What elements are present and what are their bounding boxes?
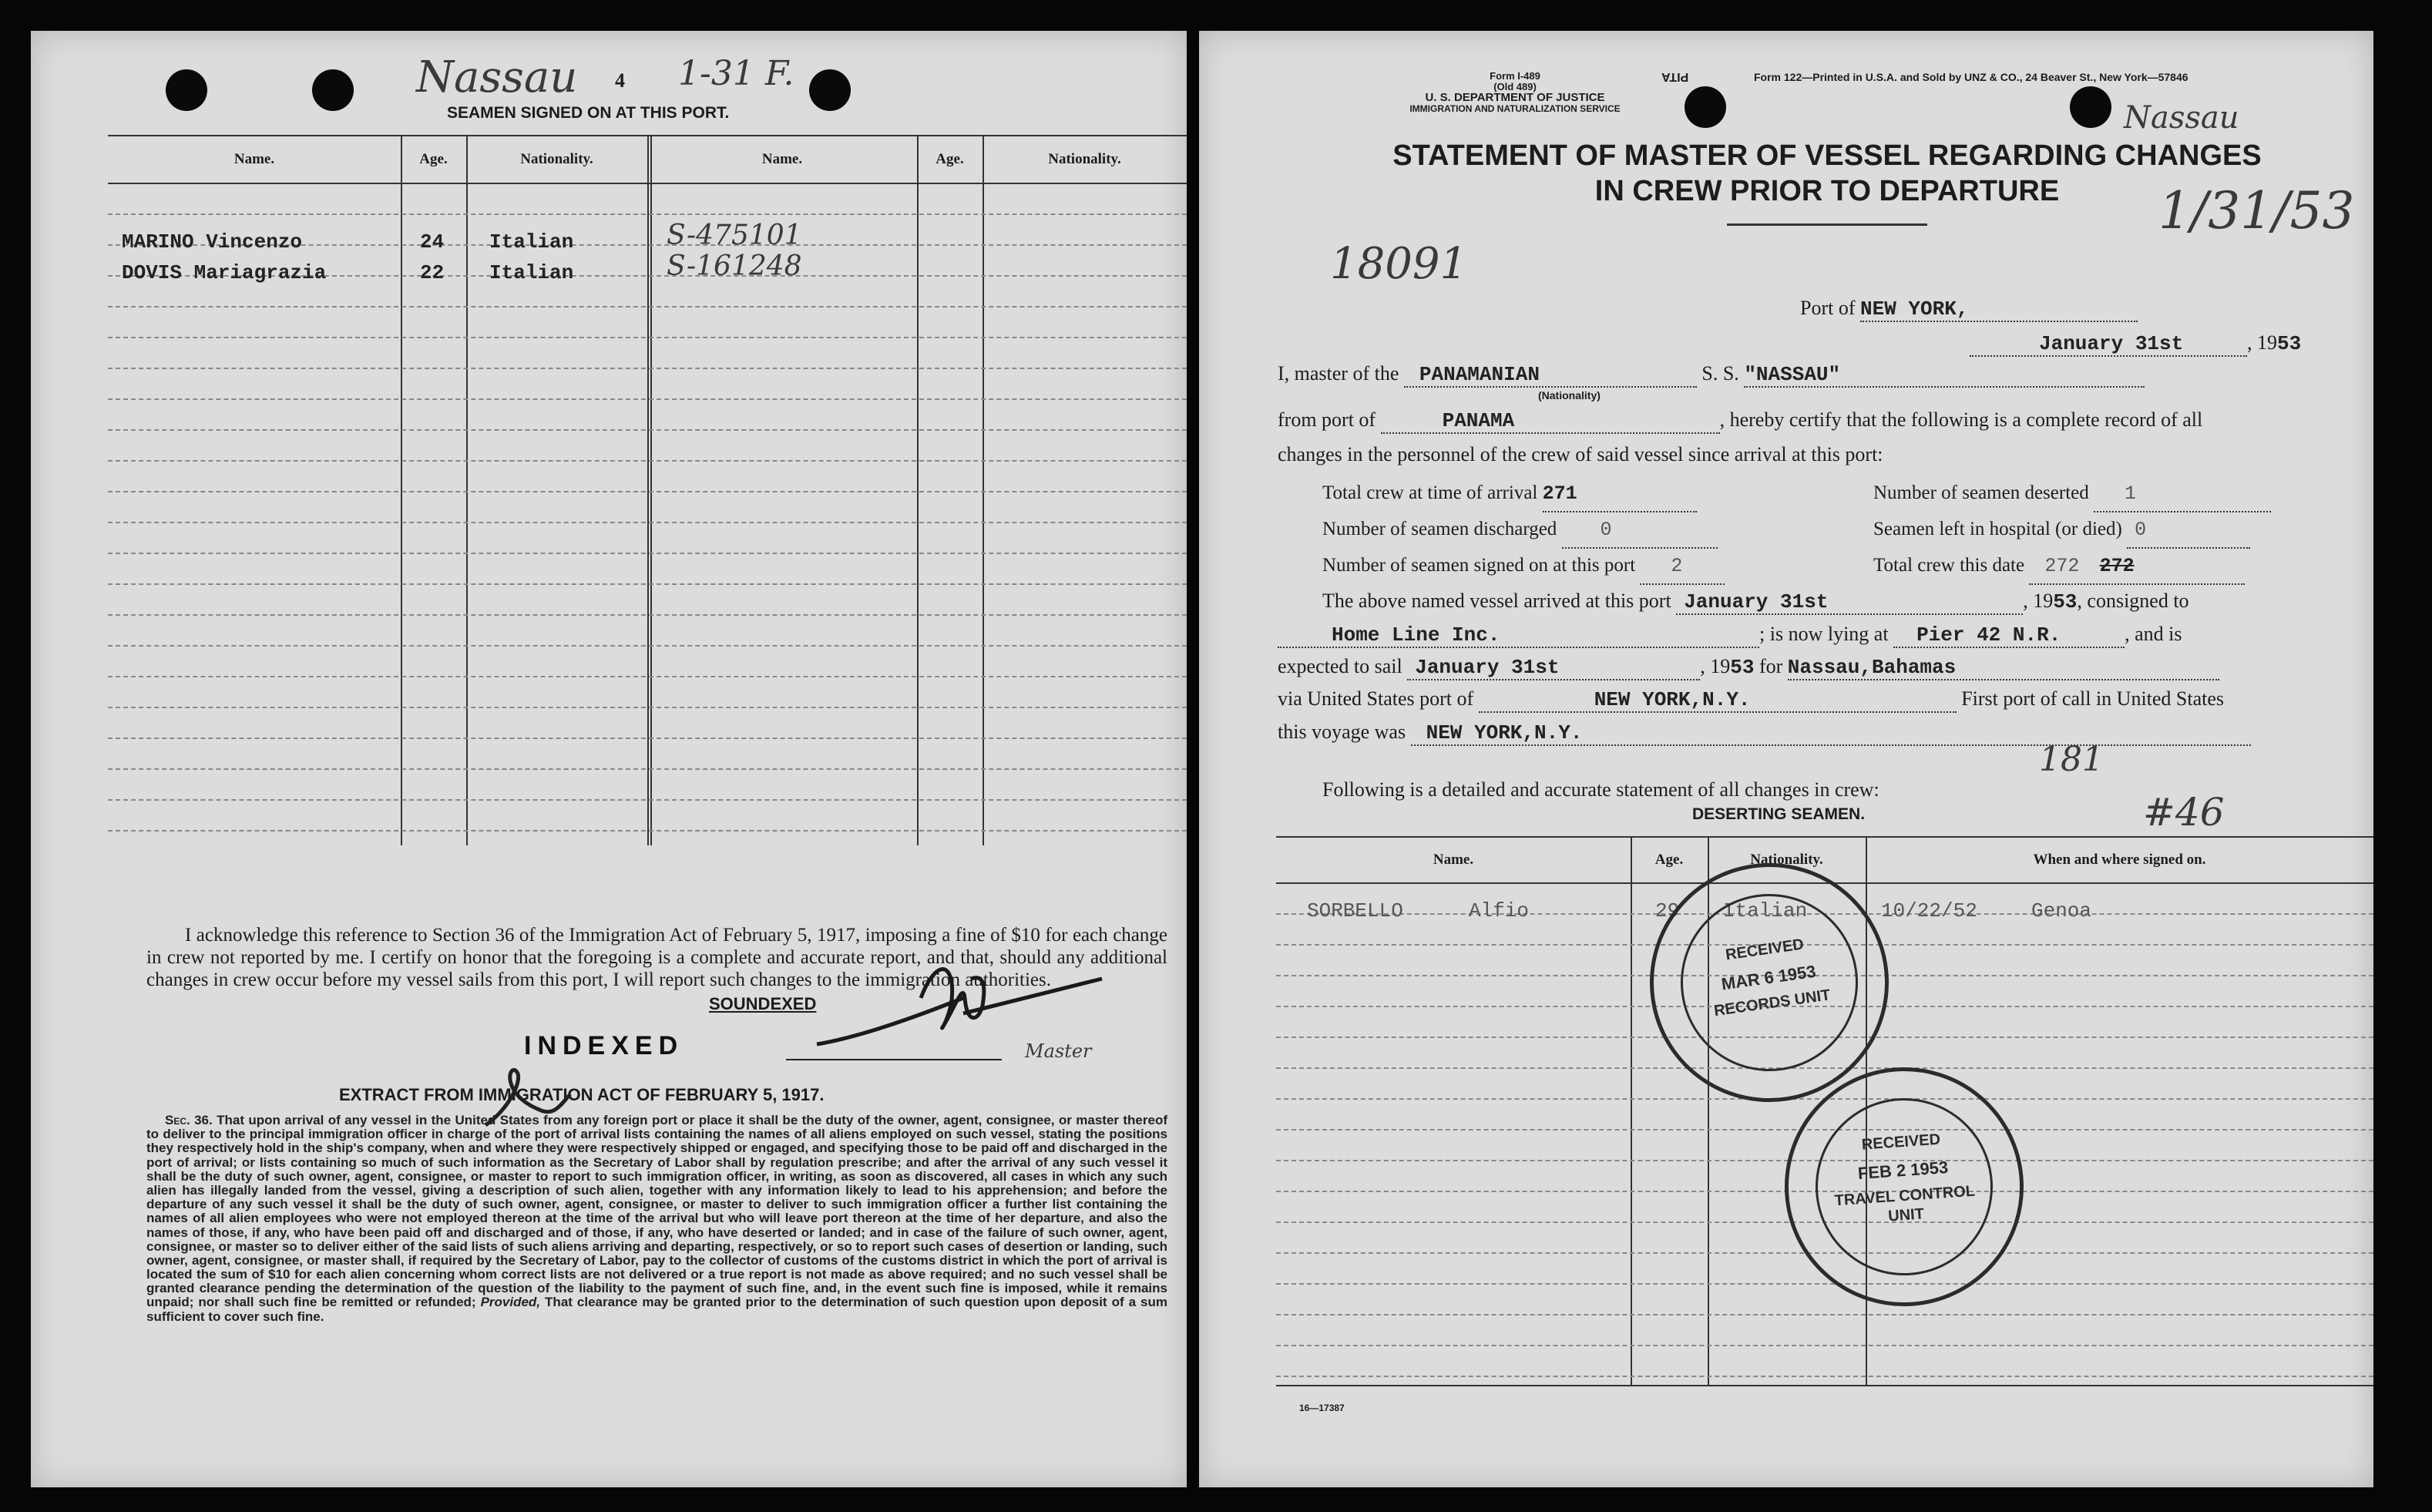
discharged-label: Number of seamen discharged <box>1322 519 1557 539</box>
col-header-age: Age. <box>1654 852 1684 868</box>
table-row-rule <box>108 429 1187 431</box>
from-port-value: PANAMA <box>1381 409 1720 434</box>
title-line-2: IN CREW PRIOR TO DEPARTURE <box>1594 174 2060 207</box>
printer-line: Form 122—Printed in U.S.A. and Sold by UNZ & CO., 24 Beaver St., New York—57846 <box>1754 71 2188 83</box>
crew-name: DOVIS Mariagrazia <box>122 261 327 284</box>
sail-year: 53 <box>1730 656 1755 679</box>
table-row-rule <box>1276 1314 2373 1315</box>
punch-hole <box>1685 86 1726 128</box>
form-number: Form I-489 <box>1490 70 1540 82</box>
col-header-signed-on: When and where signed on. <box>2033 852 2206 868</box>
table-row-rule <box>108 614 1187 616</box>
first-port-label: First port of call in United States <box>1961 687 2225 710</box>
arrived-line: The above named vessel arrived at this port January 31st , 1953, consigned to <box>1322 590 2189 613</box>
table-row-rule <box>108 645 1187 647</box>
left-page <box>31 31 1187 1487</box>
table-row-rule <box>108 676 1187 677</box>
deserting-heading: DESERTING SEAMEN. <box>1692 805 1866 823</box>
provided-label: Provided, <box>480 1295 541 1310</box>
table-row-rule <box>1276 1345 2373 1346</box>
date-value: January 31st <box>1970 332 2247 357</box>
lying-label: ; is now lying at <box>1759 623 1889 645</box>
arrived-value: January 31st <box>1676 590 2023 615</box>
consignee-line <box>1278 623 2182 648</box>
table-row-rule <box>108 522 1187 523</box>
table-row-rule <box>108 583 1187 585</box>
from-port-line <box>1278 408 2202 434</box>
provided-text: That clearance may be granted prior to the determination of such question upon deposit of a sum sufficient to cover such fine. <box>146 1295 1167 1324</box>
master-of-line <box>1278 362 2145 388</box>
service: IMMIGRATION AND NATURALIZATION SERVICE <box>1409 103 1621 115</box>
table-row-rule <box>108 491 1187 492</box>
arrived-label: The above named vessel arrived at this port <box>1322 590 1671 612</box>
table-row-rule <box>108 213 1187 215</box>
voyage-line <box>1278 721 2251 746</box>
deserter-age: 29 <box>1655 899 1680 922</box>
title-line-1: STATEMENT OF MASTER OF VESSEL REGARDING CHANGES <box>1392 139 2262 172</box>
table-row-rule <box>108 738 1187 739</box>
table-row-rule <box>108 398 1187 400</box>
stamp-unit: RECORDS UNIT <box>1712 986 1832 1020</box>
stamp-date: FEB 2 1953 <box>1857 1157 1949 1184</box>
for-label: for <box>1758 655 1783 677</box>
year-prefix: 19 <box>2257 331 2277 354</box>
consigned-label: , consigned to <box>2077 590 2189 612</box>
sail-year-prefix: 19 <box>1710 655 1731 677</box>
stamp-received: RECEIVED <box>1861 1131 1941 1154</box>
table-row-rule <box>108 799 1187 801</box>
col-header-age-2: Age. <box>936 151 964 167</box>
handwritten-place: Nassau <box>416 52 578 102</box>
crew-stats <box>1322 476 1725 585</box>
table-row-rule <box>108 768 1187 770</box>
deserter-signed-place: Genoa <box>2031 899 2092 922</box>
form-header <box>1376 71 1654 114</box>
col-header-name: Name. <box>233 151 275 167</box>
master-of-label: I, master of the <box>1278 362 1399 385</box>
acknowledgment-text: I acknowledge this reference to Section 36 of the Immigration Act of February 5, 1917, imposing a fine of $10 for each change in crew not reported by me. I certify on honor that the foregoing is a complete and accurate report, and that, should any additional changes in crew occur before my vessel sails from this port, I will report such changes to the immigration authorities. <box>146 925 1167 990</box>
punch-hole <box>809 69 851 111</box>
deserted-label: Number of seamen deserted <box>1873 482 2089 503</box>
crew-note: S-475101 <box>667 220 802 251</box>
stamp-unit-2: UNIT <box>1887 1205 1925 1225</box>
total-crew-arrival-label: Total crew at time of arrival <box>1322 482 1538 503</box>
expected-label: expected to sail <box>1278 655 1402 677</box>
via-value: NEW YORK,N.Y. <box>1479 688 1957 713</box>
via-line <box>1278 687 2224 713</box>
stamp-unit: TRAVEL CONTROL <box>1833 1182 1976 1210</box>
table-row-rule <box>108 337 1187 338</box>
deserter-surname: SORBELLO <box>1307 899 1403 922</box>
voyage-value: NEW YORK,N.Y. <box>1411 721 2251 746</box>
deserted: 1 <box>2094 477 2271 512</box>
date-line: January 31st , 1953 <box>1970 331 2301 357</box>
total-crew-arrival: 271 <box>1543 477 1697 512</box>
section-label: Sec. 36. <box>165 1113 213 1127</box>
col-header-nationality-2: Nationality. <box>1048 151 1121 167</box>
table-row-rule <box>108 830 1187 832</box>
total-crew-date-original: 272 <box>2044 555 2080 577</box>
soundexed-stamp: SOUNDEXED <box>709 994 817 1013</box>
title-rule <box>1727 223 1927 226</box>
stamp-received: RECEIVED <box>1724 936 1806 964</box>
crew-age: 22 <box>420 261 445 284</box>
table-row-rule <box>108 306 1187 307</box>
handwritten-date: 1/31/53 <box>2158 181 2355 240</box>
stamp-date: MAR 6 1953 <box>1720 961 1817 994</box>
master-label: Master <box>1025 1040 1092 1062</box>
nationality-caption: (Nationality) <box>1538 389 1601 402</box>
handwritten-181: 181 <box>2039 740 2104 779</box>
punch-hole <box>2070 86 2111 128</box>
destination-value: Nassau,Bahamas <box>1788 656 2219 680</box>
signed-on-table <box>108 135 1187 845</box>
total-crew-date-label: Total crew this date <box>1873 555 2025 576</box>
crew-nationality: Italian <box>489 261 574 284</box>
pier-value: Pier 42 N.R. <box>1893 623 2125 648</box>
crew-stats-right <box>1873 476 2271 585</box>
punch-hole <box>312 69 354 111</box>
footer-code: 16—17387 <box>1299 1403 1345 1413</box>
right-page <box>1199 31 2373 1487</box>
table-row-rule <box>1276 1283 2373 1285</box>
department: U. S. DEPARTMENT OF JUSTICE <box>1425 91 1605 105</box>
arrived-year-prefix: 19 <box>2033 590 2054 612</box>
and-is-label: , and is <box>2125 623 2182 645</box>
voyage-label: this voyage was <box>1278 721 1406 743</box>
handwritten-46: #46 <box>2143 790 2225 835</box>
port-value: NEW YORK, <box>1860 297 2138 322</box>
port-line <box>1800 297 2138 322</box>
from-port-label: from port of <box>1278 408 1376 431</box>
crew-nationality: Italian <box>489 230 574 254</box>
table-row-rule <box>108 460 1187 462</box>
col-header-name: Name. <box>1433 852 1474 868</box>
section-36-text <box>146 1114 1167 1324</box>
signed-on: 2 <box>1640 549 1725 585</box>
handwritten-number: 18091 <box>1330 239 1468 289</box>
sail-date-value: January 31st <box>1407 656 1700 680</box>
nationality-value: PANAMANIAN <box>1404 363 1697 388</box>
section-body: That upon arrival of any vessel in the United States from any foreign port or place it shall be the duty of the owner, agent, consignee, or master thereof to deliver to the principal immigration officer in charge of the port of arrival lists containing the names of all aliens employed on such vessel, stating the positions they respectively hold in the ship's company, when and where they were respectively shipped or engaged, and specifying those to be paid off and discharged in the port of arrival; or lists containing so much of such information as the Secretary of Labor shall by regulation prescribe; and after the arrival of any such vessel it shall be the duty of such owner, agent, consignee, or master to report to such immigration officer, in writing, as soon as discovered, all cases in which any such alien has illegally landed from the vessel, giving a description of such alien, together with any information likely to lead to his apprehension; and before the departure of any such vessel it shall be the duty of such owner, agent, consignee, or master to deliver to such immigration officer a further list containing the names of all alien employees who were not employed thereon at the time of the arrival but who will leave port thereon at the time of her departure, and also the names of those, if any, who have been paid off and discharged and of those, if any, who have deserted or landed; and in case of the failure of such owner, agent, consignee, or master so to deliver either of the said lists of such aliens arriving and departing, respectively, or so to report such cases of desertion or landing, such owner, agent, consignee, or master shall, if required by the Secretary of Labor, pay to the collector of customs of the customs district in which the port of arrival is located the sum of $10 for each alien concerning whom correct lists are not delivered or a true report is not made as above required; and no such vessel shall be granted clearance pending the determination of the question of the liability to the payment of such fine, and, in the event such fine is imposed, while it remains unpaid; nor shall such fine be remitted or refunded; <box>146 1113 1167 1310</box>
indexed-stamp: INDEXED <box>524 1031 684 1060</box>
form-old-number: (Old 489) <box>1493 80 1537 92</box>
crew-note: S-161248 <box>667 250 802 282</box>
hospital-label: Seamen left in hospital (or died) <box>1873 519 2122 539</box>
port-label: Port of <box>1800 297 1856 319</box>
total-crew-date-field <box>2029 549 2245 585</box>
arrived-year: 53 <box>2053 590 2078 613</box>
handwritten-date: 1-31 F. <box>678 54 794 93</box>
changes-text: changes in the personnel of the crew of said vessel since arrival at this port: <box>1278 443 1883 465</box>
col-header-name-2: Name. <box>761 151 803 167</box>
deserter-nationality: Italian <box>1723 899 1808 922</box>
left-heading: SEAMEN SIGNED ON AT THIS PORT. <box>447 104 730 122</box>
certify-text: , hereby certify that the following is a complete record of all <box>1719 408 2203 431</box>
total-crew-date: 272 <box>2099 555 2135 577</box>
col-header-nationality: Nationality. <box>520 151 593 167</box>
pita-mark: PITA <box>1661 70 1689 83</box>
table-row-rule <box>1276 1376 2373 1377</box>
col-header-age: Age. <box>419 151 448 167</box>
ss-label: S. S. <box>1701 362 1739 385</box>
handwritten-place: Nassau <box>2124 100 2239 136</box>
crew-age: 24 <box>420 230 445 254</box>
discharged: 0 <box>1562 513 1718 549</box>
following-text: Following is a detailed and accurate statement of all changes in crew: <box>1322 778 1879 801</box>
year-value: 53 <box>2277 332 2302 355</box>
table-row-rule <box>108 553 1187 554</box>
hospital: 0 <box>2127 513 2250 549</box>
extract-title: EXTRACT FROM IMMIGRATION ACT OF FEBRUARY 5, 1917. <box>339 1085 825 1104</box>
col-header-nationality: Nationality. <box>1750 852 1823 868</box>
crew-name: MARINO Vincenzo <box>122 230 303 254</box>
punch-hole <box>166 69 207 111</box>
via-label: via United States port of <box>1278 687 1474 710</box>
ship-value: "NASSAU" <box>1744 363 2145 388</box>
deserter-given-name: Alfio <box>1469 899 1530 922</box>
deserter-signed-date: 10/22/52 <box>1881 899 1977 922</box>
expected-line: expected to sail January 31st , 1953 for Nassau,Bahamas <box>1278 655 2219 680</box>
table-row-rule <box>108 707 1187 708</box>
consignee-value: Home Line Inc. <box>1278 623 1759 648</box>
table-row-rule <box>108 368 1187 369</box>
signed-on-label: Number of seamen signed on at this port <box>1322 555 1636 576</box>
page-number: 4 <box>615 69 625 92</box>
